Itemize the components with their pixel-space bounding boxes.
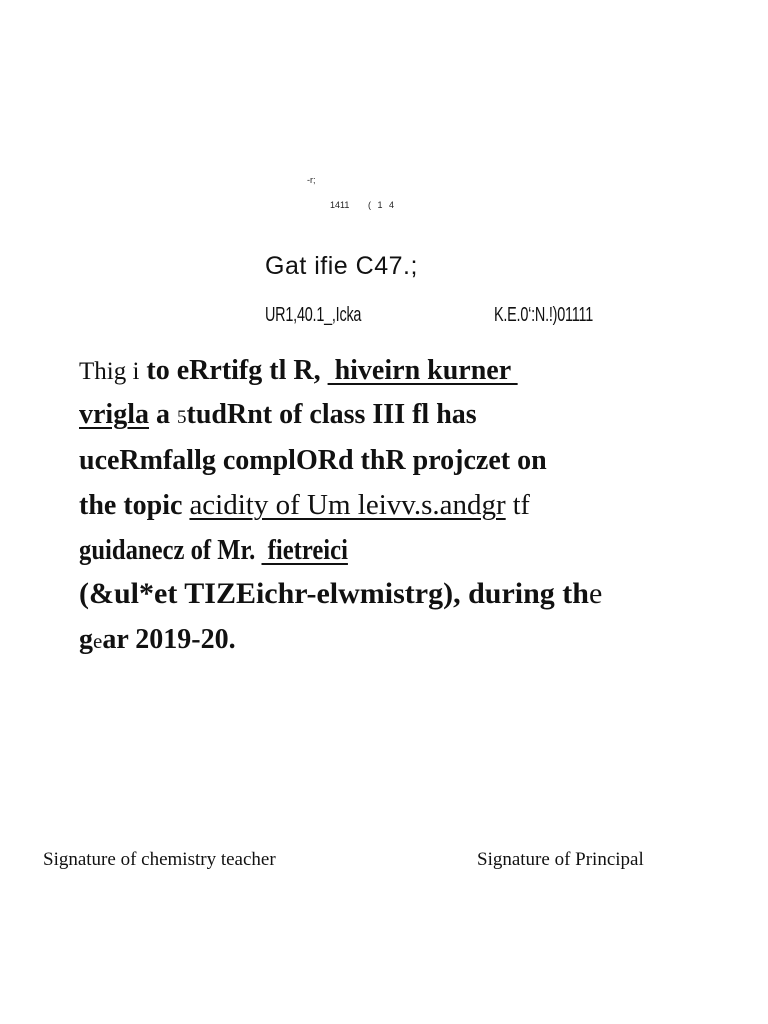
body-line-4 [79,489,530,522]
topic-tail: tf [512,490,530,521]
header-number-left: 1411 [330,200,350,210]
student-name-first: hiveirn kurner [327,355,518,386]
stray-digit: 5 [177,407,187,428]
teacher-signature-label: Signature of chemistry teacher [43,849,276,870]
student-name-last: vrigla [79,399,149,430]
meta-right: K.E.0‘:N.!)01111 [494,304,593,326]
certificate-title: Gat ifie C47.; [265,252,418,280]
year-text: ar 2019-20. [102,624,236,655]
header-mark: -r; [307,175,316,185]
guide-name: fietreici [261,535,348,566]
body-line-5 [79,535,348,567]
article-a: a [156,399,170,430]
teacher-designation: (&ul*et TIZEichr-elwmistrg), during th [79,577,589,610]
topic-label: the topic [79,490,183,521]
header-number-right: ( 1 4 [368,200,397,210]
intro-text: Thig i [79,358,140,385]
body-line-3: uceRmfallg complORd thR projczet on [79,445,547,476]
certify-text: to eRrtifg tl R, [146,355,321,386]
body-line-1 [79,355,518,387]
body-line-7 [79,624,236,656]
principal-signature-label: Signature of Principal [477,849,644,870]
project-topic: acidity of Um leivv.s.andgr [189,489,506,521]
student-class-text: tudRnt of class III fl has [186,399,477,430]
body-line-2 [79,399,477,431]
designation-tail: e [589,577,603,610]
body-line-6 [79,577,602,611]
guidance-text: guidanecz of Mr. [79,535,256,566]
year-e: e [93,629,103,653]
meta-left: UR1,40.1_,Icka [265,304,362,326]
year-g: g [79,624,93,655]
